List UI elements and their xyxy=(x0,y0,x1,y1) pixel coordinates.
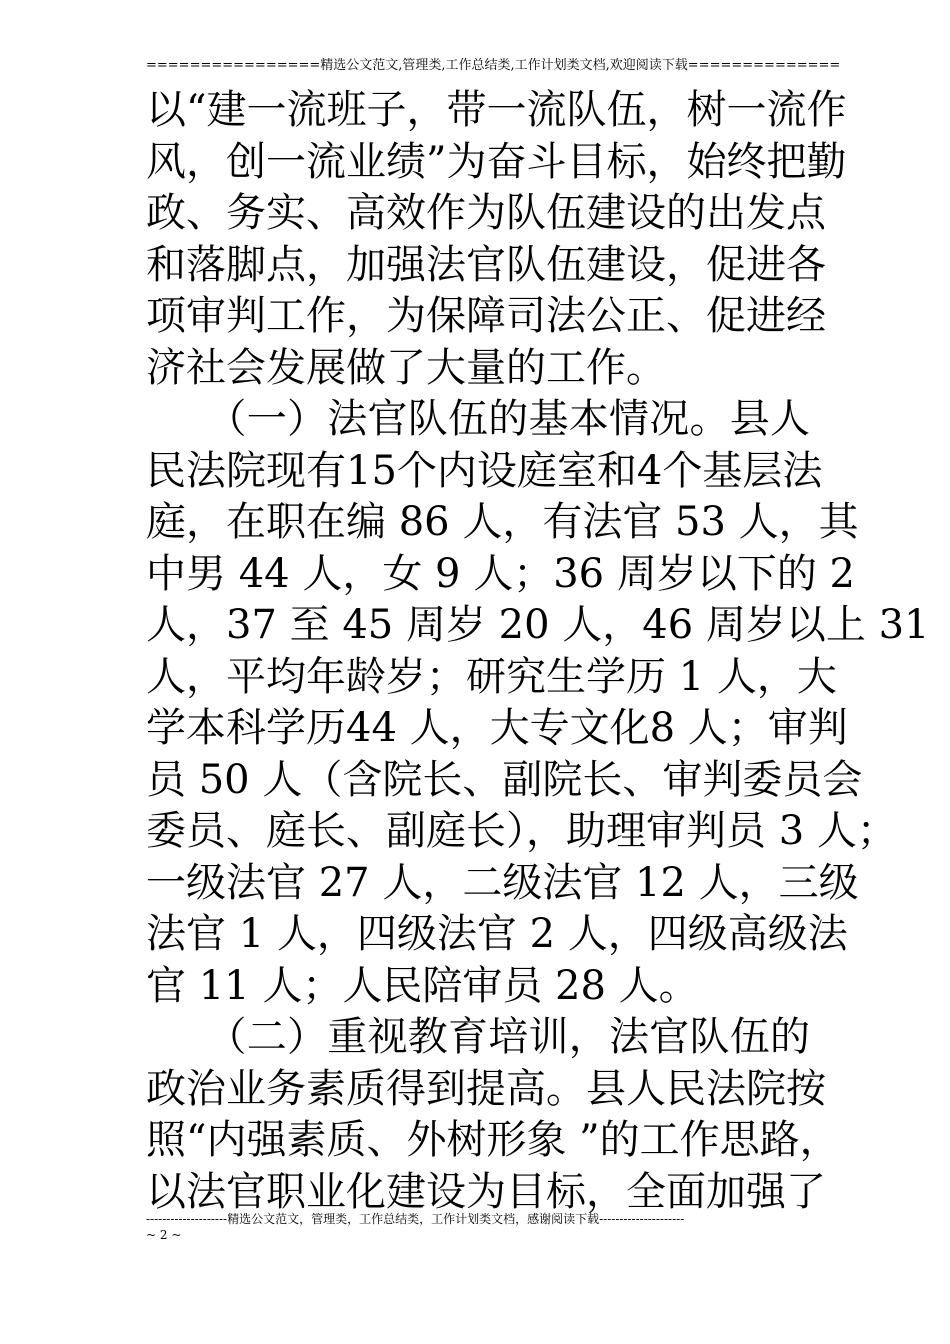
body-line-21: 照“内强素质、外树形象 ”的工作思路， xyxy=(146,1117,840,1163)
body-line-11: 人，37 至 45 周岁 20 人，46 周岁以上 31 xyxy=(146,602,930,648)
body-line-9: 庭，在职在编 86 人，有法官 53 人，其 xyxy=(146,499,859,545)
body-line-3: 政、务实、高效作为队伍建设的出发点 xyxy=(146,190,826,236)
body-line-22: 以法官职业化建设为目标，全面加强了 xyxy=(146,1168,826,1215)
body-line-10: 中男 44 人，女 9 人；36 周岁以下的 2 xyxy=(146,550,855,597)
body-line-8: 民法院现有15个内设庭室和4个基层法 xyxy=(146,447,823,494)
body-line-18: 官 11 人；人民陪审员 28 人。 xyxy=(146,962,699,1009)
body-line-16: 一级法官 27 人，二级法官 12 人，三级 xyxy=(146,859,859,906)
body-line-2: 风，创一流业绩”为奋斗目标，始终把勤 xyxy=(146,138,847,185)
body-line-20: 政治业务素质得到提高。县人民法院按 xyxy=(146,1065,826,1112)
page-footer: --------------------精选公文范文，管理类，工作总结类，工作计划类文档，感谢阅读下载--------------------- xyxy=(146,1212,685,1226)
body-line-6: 济社会发展做了大量的工作。 xyxy=(146,344,666,391)
body-line-19: （二）重视教育培训，法官队伍的 xyxy=(146,1014,810,1060)
body-line-14: 员 50 人（含院长、副院长、审判委员会 xyxy=(146,756,863,803)
body-line-17: 法官 1 人，四级法官 2 人，四级高级法 xyxy=(146,911,848,957)
body-line-13: 学本科学历44 人，大专文化8 人；审判 xyxy=(146,705,848,751)
document-body xyxy=(146,85,930,1218)
body-line-1: 以“建一流班子，带一流队伍，树一流作 xyxy=(146,87,847,133)
body-line-7: （一）法官队伍的基本情况。县人 xyxy=(146,396,810,442)
body-line-12: 人，平均年龄岁；研究生学历 1 人，大 xyxy=(146,653,837,700)
body-line-5: 项审判工作，为保障司法公正、促进经 xyxy=(146,293,826,339)
body-line-15: 委员、庭长、副庭长），助理审判员 3 人； xyxy=(146,808,897,854)
page-header: ================精选公文范文,管理类,工作总结类,工作计划类文档,欢迎阅读下载============== xyxy=(146,58,841,73)
body-line-4: 和落脚点，加强法官队伍建设，促进各 xyxy=(146,241,826,288)
page-number: ~ 2 ~ xyxy=(146,1228,182,1242)
